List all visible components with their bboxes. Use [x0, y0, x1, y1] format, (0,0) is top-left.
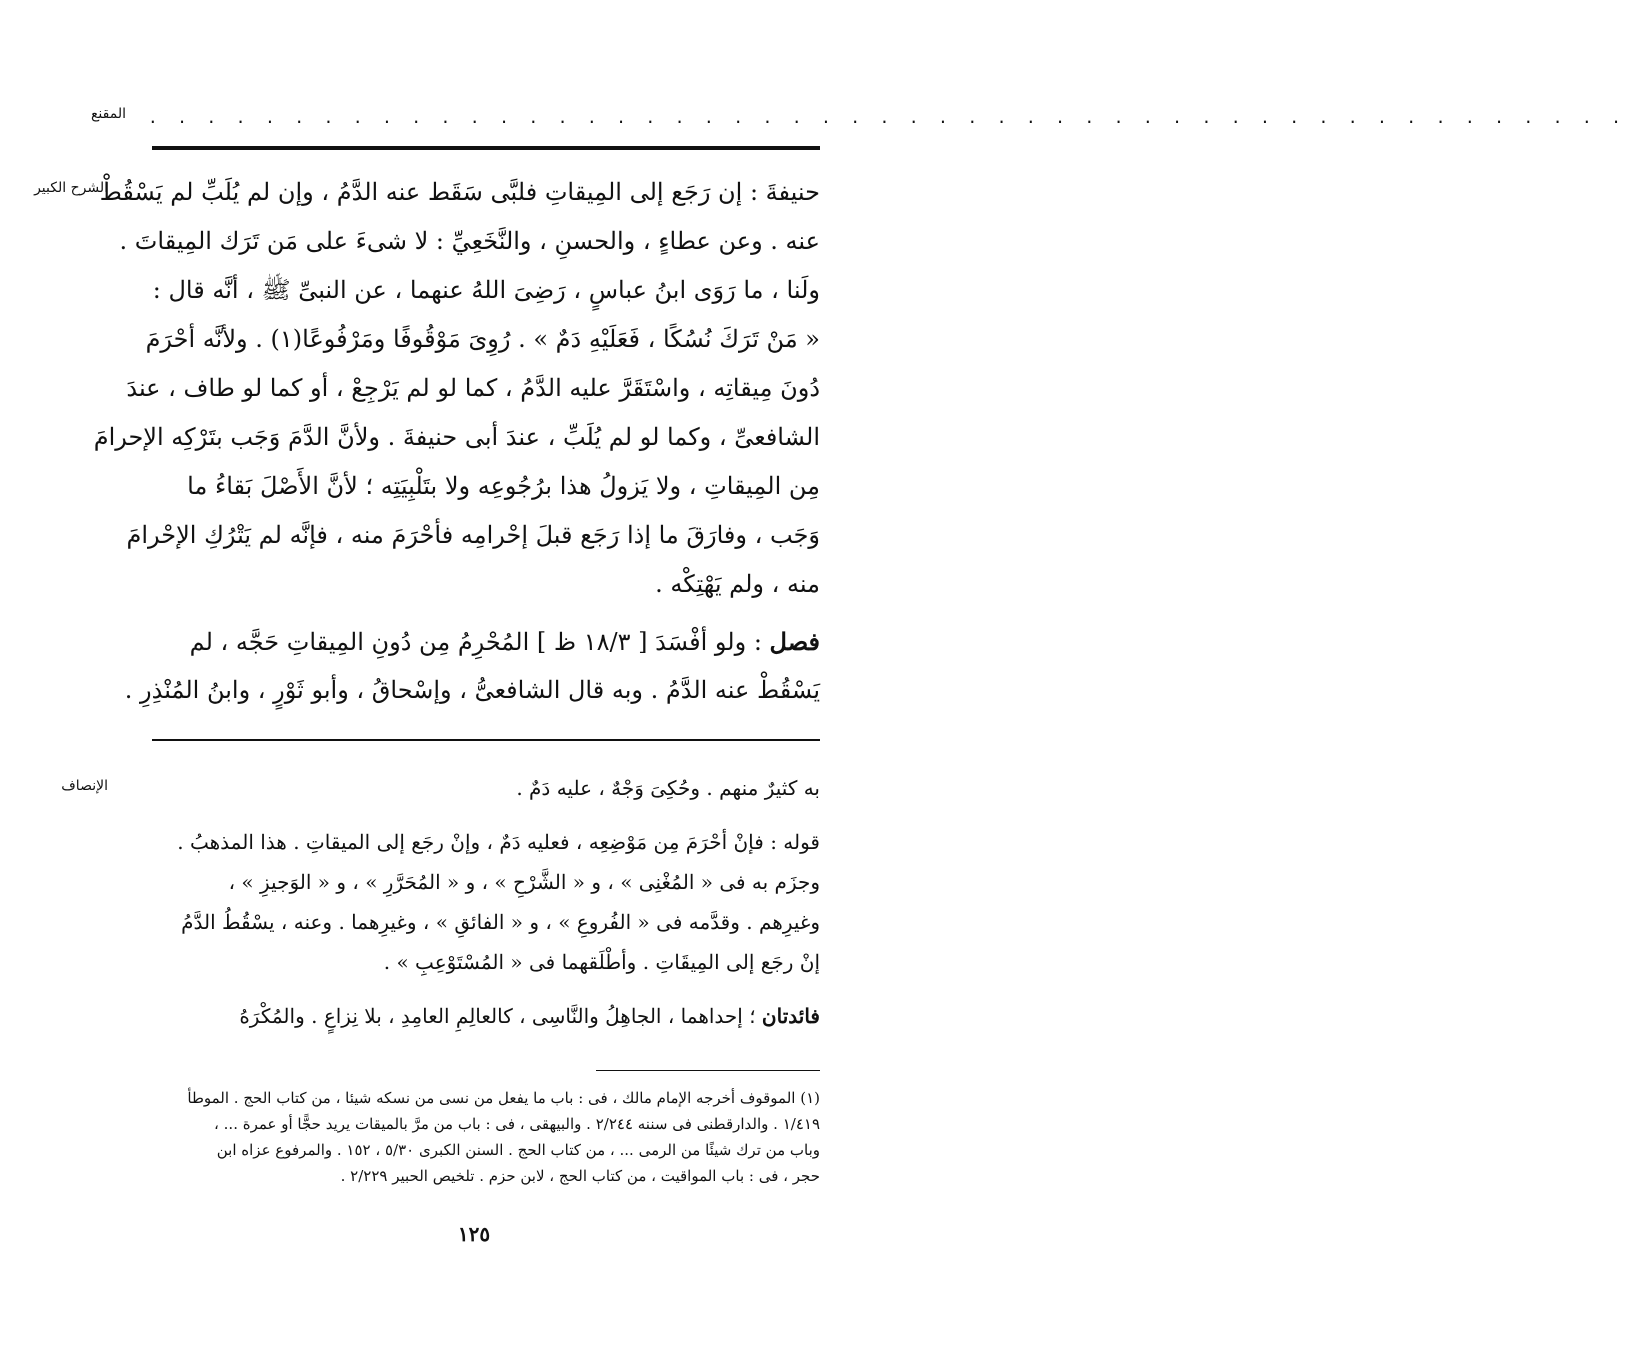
sharh-line: وَجَب ، وفارَقَ ما إذا رَجَع قبلَ إحْرامِه فأحْرَمَ منه ، فإنَّه لم يَتْرُكِ الإحْرامَ	[126, 521, 820, 549]
insaf-sidebar-label: الإنصاف	[61, 778, 108, 794]
sharh-line: يَسْقُطْ عنه الدَّمُ . وبه قال الشافعىُّ ، وإسْحاقُ ، وأبو ثَوْرٍ ، وابنُ المُنْذِرِ .	[124, 676, 820, 704]
sharh-line: مِن المِيقاتِ ، ولا يَزولُ هذا برُجُوعِه ولا بتَلْبِيَتِه ؛ لأنَّ الأَصْلَ بَقاءُ ما	[187, 472, 820, 500]
insaf-line: وجزَم به فى « المُغْنِى » ، و « الشَّرْحِ » ، و « المُحَرَّرِ » ، و « الوَجيزِ » ،	[228, 870, 820, 894]
insaf-line: قوله : فإنْ أحْرَمَ مِن مَوْضِعِه ، فعليه دَمٌ ، وإنْ رجَع إلى الميقاتِ . هذا المذهبُ .	[177, 830, 820, 854]
running-head-dots: . . . . . . . . . . . . . . . . . . . . . . . . . . . . . . . . . . . . . . . . . . . . . . . . . . .	[148, 108, 1626, 127]
fasl-text: : ولو أفْسَدَ [ ١٨/٣ ظ ] المُحْرِمُ مِن دُونِ المِيقاتِ حَجَّه ، لم	[189, 628, 770, 656]
sharh-line: الشافعىِّ ، وكما لو لم يُلَبِّ ، عندَ أبى حنيفةَ . ولأنَّ الدَّمَ وَجَب بتَرْكِه الإحرامَ	[93, 423, 820, 451]
insaf-line: إنْ رجَع إلى المِيقَاتِ . وأطْلَقهما فى « المُسْتَوْعِبِ » .	[383, 950, 820, 974]
footnote-block	[152, 1085, 820, 1189]
insaf-line: به كثيرٌ منهم . وحُكِىَ وَجْهٌ ، عليه دَمٌ .	[516, 776, 820, 800]
header-rule	[152, 146, 820, 150]
page-number: ١٢٥	[457, 1222, 491, 1246]
fasl-line	[152, 617, 820, 666]
sharh-sidebar-label: الشرح الكبير	[34, 180, 108, 196]
sharh-line: دُونَ مِيقاتِه ، واسْتَقَرَّ عليه الدَّمُ ، كما لو لم يَرْجِعْ ، أو كما لو طاف ، عندَ	[126, 374, 820, 402]
footnote-line: حجر ، فى : باب المواقيت ، من كتاب الحج ، لابن حزم . تلخيص الحبير ٢/٢٢٩ .	[340, 1167, 820, 1185]
insaf-line: وغيرِهم . وقدَّمه فى « الفُروعِ » ، و « الفائقِ » ، وغيرِهما . وعنه ، يسْقُطُ الدَّمُ	[181, 910, 820, 934]
sharh-line: منه ، ولم يَهْتِكْه .	[655, 570, 820, 598]
sharh-line: عنه . وعن عطاءٍ ، والحسنِ ، والنَّخَعِيِّ : لا شىءَ على مَن تَرَك المِيقاتَ .	[119, 227, 820, 255]
footnote-line: (١) الموقوف أخرجه الإمام مالك ، فى : باب ما يفعل من نسى من نسكه شيئا ، من كتاب الحج . الموطأ	[187, 1089, 820, 1107]
sharh-line: حنيفةَ : إن رَجَع إلى المِيقاتِ فلبَّى سَقَط عنه الدَّمُ ، وإن لم يُلَبِّ لم يَسْقُطْ	[99, 178, 820, 206]
sharh-text-block	[93, 168, 820, 715]
faida-text: ؛ إحداهما ، الجاهِلُ والنَّاسِى ، كالعالِمِ العامِدِ ، بلا نِزاعٍ . والمُكْرَهُ	[239, 1004, 762, 1028]
insaf-text-block	[152, 768, 820, 1036]
fasl-heading: فصل	[769, 627, 820, 656]
footnote-line: ١/٤١٩ . والدارقطنى فى سننه ٢/٢٤٤ . والبيهقى ، فى : باب من مرَّ بالميقات يريد حجًّا أو عمرة ... ،	[214, 1115, 820, 1133]
footnote-line: وباب من ترك شيئًا من الرمى ... ، من كتاب الحج . السنن الكبرى ٥/٣٠ ، ١٥٢ . والمرفوع عزاه ابن	[216, 1141, 820, 1159]
faida-line	[152, 996, 820, 1036]
running-head-title: المقنع	[90, 106, 126, 122]
footnote-rule	[596, 1070, 820, 1071]
section-divider	[152, 739, 820, 741]
sharh-line: « مَنْ تَرَكَ نُسُكًا ، فَعَلَيْهِ دَمٌ » . رُوِىَ مَوْقُوفًا ومَرْفُوعًا(١) . ولأنَّه أحْرَمَ	[145, 325, 820, 353]
faida-heading: فائدتان	[761, 1004, 820, 1028]
sharh-line: ولَنا ، ما رَوَى ابنُ عباسٍ ، رَضِىَ اللهُ عنهما ، عن النبىِّ ﷺ ، أنَّه قال :	[152, 276, 820, 304]
